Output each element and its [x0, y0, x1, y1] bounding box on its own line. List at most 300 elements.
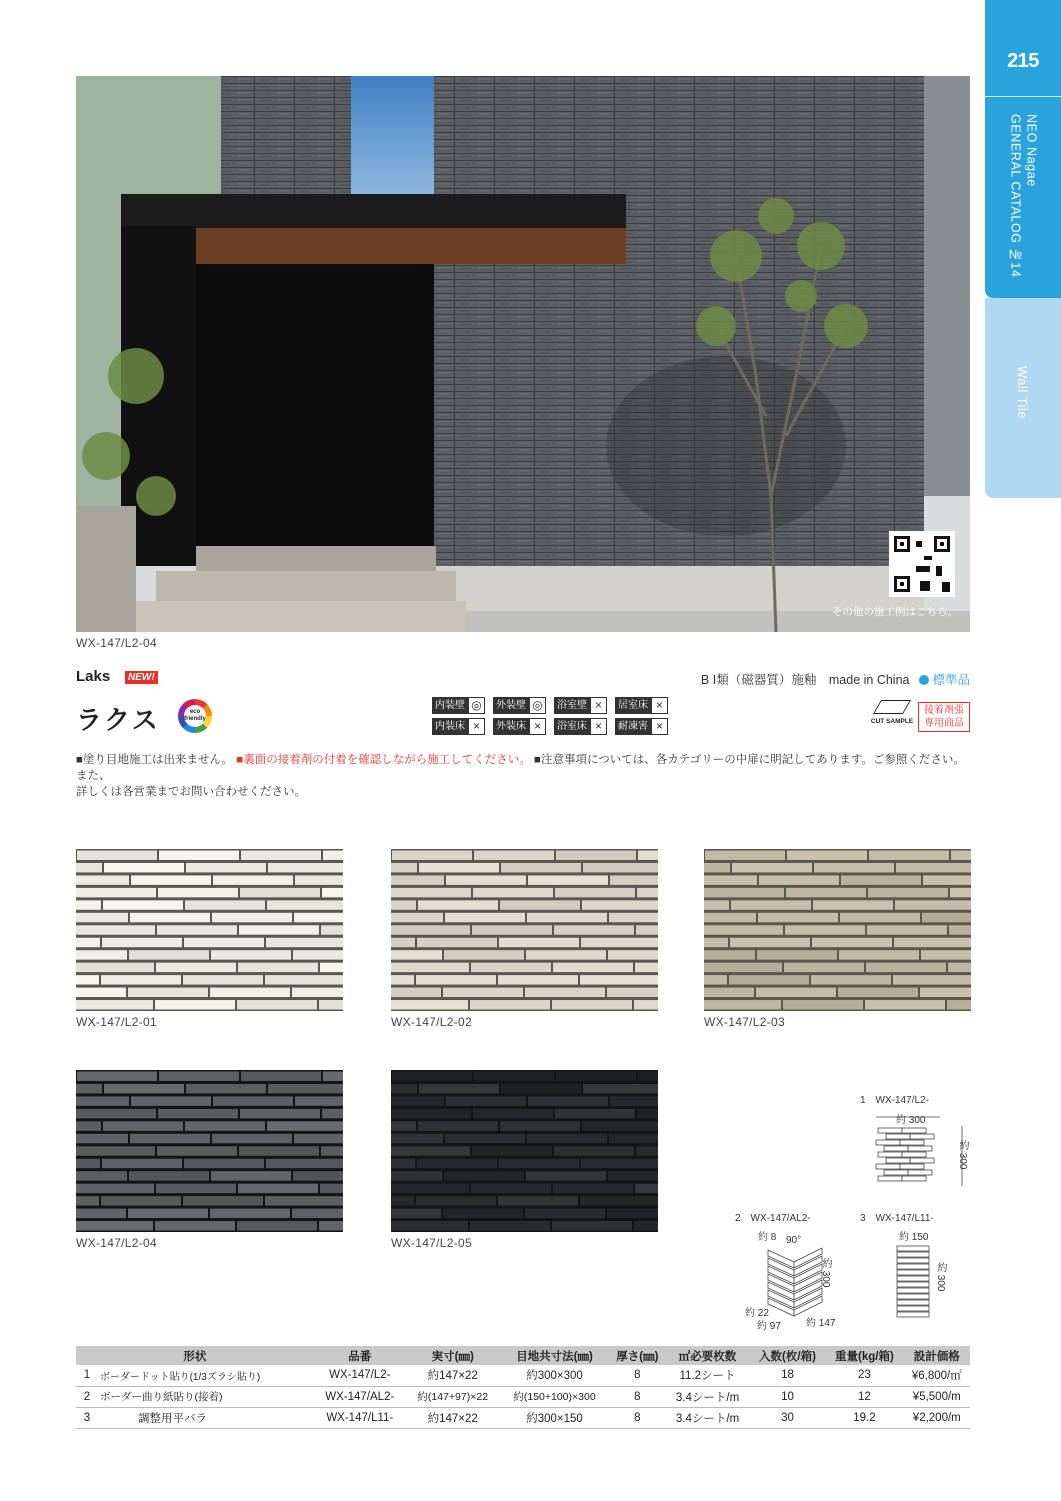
swatch-tile — [757, 950, 837, 959]
usage-item — [493, 697, 552, 714]
swatch-tile — [391, 1184, 469, 1193]
swatch-tile — [950, 888, 971, 897]
swatch-tile — [893, 975, 971, 984]
cut-sample-label: CUT SAMPLE — [870, 718, 914, 725]
usage-label: 内装壁 — [432, 697, 468, 714]
swatch-tile — [101, 975, 181, 984]
swatch-tile — [471, 963, 551, 972]
swatch-tile — [76, 950, 127, 959]
swatch-tile — [186, 863, 266, 872]
swatch-tile — [391, 1196, 414, 1205]
diagram-2-w1: 約 22 — [745, 1308, 769, 1319]
swatch-tile — [526, 1171, 606, 1180]
swatch-tile — [474, 851, 554, 860]
swatch-tile — [320, 963, 343, 972]
swatch-tile — [528, 1096, 608, 1105]
diagram-1-height: 約 300 — [957, 1140, 968, 1170]
swatch-tile — [128, 1209, 208, 1218]
swatch-caption: WX-147/L2-01 — [76, 1015, 157, 1029]
swatch-tile — [158, 888, 238, 897]
swatch-tile — [391, 1084, 417, 1093]
row-size: 約147×22 — [406, 1407, 500, 1428]
swatch-tile — [76, 1196, 99, 1205]
row-qty: 18 — [750, 1365, 826, 1386]
swatch-tile — [634, 1000, 658, 1009]
swatch-tile — [101, 1196, 181, 1205]
swatch-tile — [583, 1084, 658, 1093]
swatch-tile — [186, 1084, 266, 1093]
swatch-tile — [240, 888, 320, 897]
swatch-tile — [76, 1171, 127, 1180]
swatch-tile — [896, 863, 971, 872]
swatch-tile — [320, 1184, 343, 1193]
swatch-tile — [131, 875, 211, 884]
swatch-tile — [183, 1196, 263, 1205]
swatch-tile — [554, 1146, 634, 1155]
header-size: 実寸(㎜) — [406, 1346, 500, 1365]
adhesive-line-2: 専用商品 — [924, 718, 964, 729]
swatch-tile — [580, 1196, 658, 1205]
row-price: ¥6,800/㎡ — [904, 1365, 970, 1386]
swatch-tile — [704, 938, 728, 947]
swatch-tile — [472, 1146, 552, 1155]
swatch-tile — [76, 1096, 129, 1105]
swatch-tile — [417, 938, 497, 947]
row-weight: 23 — [825, 1365, 903, 1386]
swatch-tile — [416, 1196, 496, 1205]
swatch-tile — [184, 1159, 264, 1168]
swatch-tile — [157, 925, 237, 934]
standard-label: 標準品 — [932, 673, 970, 687]
note-3: ■注意事項については、各カテゴリーの中扉に明記してあります。ご参照ください。また、 — [76, 754, 965, 782]
swatch-tile — [921, 950, 971, 959]
swatch-tile — [552, 1221, 632, 1230]
swatch-tile — [704, 863, 730, 872]
swatch-tile — [498, 975, 578, 984]
swatch-tile — [581, 1159, 658, 1168]
usage-item — [432, 697, 491, 714]
row-shape: ボーダードット貼り(1/3ズラシ貼り) — [98, 1365, 314, 1386]
swatch-tile — [867, 925, 947, 934]
swatch-tile — [391, 1171, 442, 1180]
swatch-tile — [635, 1184, 658, 1193]
swatch-tile — [211, 950, 291, 959]
swatch-tile — [391, 950, 442, 959]
swatch-tile — [76, 888, 156, 897]
swatch-tile — [185, 1121, 265, 1130]
swatch-image[interactable] — [76, 1070, 343, 1232]
swatch-image[interactable] — [391, 1070, 658, 1232]
swatch-tile — [266, 1159, 343, 1168]
swatch-tile — [840, 913, 920, 922]
diagram-2-w2: 約 97 — [757, 1321, 781, 1332]
swatch-tile — [391, 1121, 416, 1130]
swatch-tile — [391, 975, 414, 984]
swatch-tile — [391, 1096, 444, 1105]
row-thickness: 8 — [609, 1407, 665, 1428]
swatch-tile — [758, 913, 838, 922]
swatch-tile — [637, 888, 658, 897]
table-row — [76, 1365, 970, 1386]
header-joint: 目地共寸法(㎜) — [500, 1346, 610, 1365]
swatch-tile — [213, 875, 293, 884]
swatch-tile — [238, 963, 318, 972]
page-number: 215 — [1007, 50, 1039, 72]
swatch-tile — [391, 988, 441, 997]
swatch-tile — [446, 875, 526, 884]
swatch-tile — [130, 913, 210, 922]
swatch-tile — [213, 1096, 293, 1105]
swatch-tile — [525, 1209, 605, 1218]
swatch-tile — [292, 1209, 343, 1218]
swatch-tile — [704, 1000, 781, 1009]
swatch-tile — [443, 988, 523, 997]
usage-label: 内装床 — [432, 718, 468, 735]
swatch-tile — [704, 988, 754, 997]
swatch-tile — [416, 975, 496, 984]
swatch-tile — [267, 900, 343, 909]
swatch-tile — [76, 1221, 153, 1230]
swatch-tile — [500, 900, 580, 909]
usage-item — [615, 697, 674, 714]
cut-sample-icon — [870, 700, 914, 725]
swatch-tile — [705, 851, 785, 860]
swatch-tile — [237, 1221, 317, 1230]
swatch-tile — [607, 988, 658, 997]
swatch-tile — [607, 1209, 658, 1218]
row-number: 2 — [76, 1386, 98, 1407]
swatch-tile — [76, 1121, 101, 1130]
usage-mark: ◎ — [529, 697, 546, 714]
note-4: 詳しくは各営業までお問い合わせください。 — [76, 786, 306, 798]
swatch-tile — [553, 1184, 633, 1193]
swatch-tile — [636, 925, 658, 934]
header-qty: 入数(枚/箱) — [750, 1346, 826, 1365]
row-weight: 19.2 — [825, 1407, 903, 1428]
qr-caption: その他の施工例はこちら。 — [832, 606, 958, 618]
swatch-tile — [866, 963, 946, 972]
swatch-tile — [894, 938, 971, 947]
swatch-tile — [499, 938, 579, 947]
swatch-tile — [499, 1159, 579, 1168]
swatch-tile — [76, 913, 128, 922]
swatch-tile — [556, 851, 636, 860]
swatch-tile — [636, 1146, 658, 1155]
swatch-tile — [841, 875, 921, 884]
swatch-tile — [76, 863, 102, 872]
spec-text: B Ⅰ類（磁器質）施釉 made in China — [700, 673, 910, 687]
swatch-tile — [580, 975, 658, 984]
swatch-tile — [391, 888, 471, 897]
swatch-tile — [323, 851, 343, 860]
diagram-3-label: 3 WX-147/L11- — [860, 1213, 934, 1224]
swatch-caption: WX-147/L2-03 — [704, 1015, 785, 1029]
section-tab[interactable] — [985, 298, 1061, 498]
swatch-tile — [319, 1221, 343, 1230]
hero-caption: WX-147/L2-04 — [76, 636, 157, 650]
swatch-tile — [76, 938, 100, 947]
swatch-tile — [76, 1084, 102, 1093]
usage-label: 居室床 — [615, 697, 651, 714]
header-shape: 形状 — [76, 1346, 314, 1365]
table-row — [76, 1407, 970, 1428]
row-qty: 30 — [750, 1407, 826, 1428]
eco-friendly-icon — [178, 699, 212, 733]
header-thickness: 厚さ(㎜) — [609, 1346, 665, 1365]
swatch-tile — [470, 1000, 550, 1009]
swatch-caption: WX-147/L2-05 — [391, 1236, 472, 1250]
swatch-tile — [76, 1146, 155, 1155]
diagram-2-top: 約 8 — [758, 1232, 777, 1243]
swatch-tile — [444, 1171, 524, 1180]
product-name-en: Laks — [76, 668, 111, 685]
swatch-tile — [76, 1134, 128, 1143]
swatch-tile — [322, 1109, 343, 1118]
swatch-tile — [637, 1109, 658, 1118]
usage-mark: × — [529, 718, 546, 735]
swatch-image[interactable] — [704, 849, 971, 1011]
swatch-tile — [948, 963, 971, 972]
catalog-tab — [985, 0, 1061, 298]
row-joint: 約300×300 — [500, 1365, 610, 1386]
swatch-tile — [865, 1000, 945, 1009]
product-spec — [701, 670, 970, 688]
row-number: 3 — [76, 1407, 98, 1428]
swatch-tile — [77, 851, 157, 860]
swatch-tile — [704, 975, 727, 984]
swatch-tile — [638, 1072, 658, 1081]
note-2: ■裏面の接着剤の付着を確認しながら施工してください。 — [236, 754, 531, 766]
swatch-tile — [704, 925, 783, 934]
swatch-tile — [157, 1146, 237, 1155]
swatch-tile — [391, 913, 443, 922]
catalog-edition: GENERAL CATALOG №14 — [1008, 114, 1023, 278]
swatch-tile — [391, 963, 469, 972]
diagram-2-height: 約 300 — [820, 1258, 831, 1288]
swatch-tile — [265, 975, 343, 984]
swatch-tile — [638, 851, 658, 860]
swatch-tile — [526, 950, 606, 959]
usage-item — [615, 718, 674, 735]
swatch-tile — [555, 888, 635, 897]
swatch-tile — [610, 875, 658, 884]
swatch-tile — [319, 1000, 343, 1009]
swatch-tile — [470, 1221, 550, 1230]
swatch-tile — [525, 988, 605, 997]
row-per-m2: 3.4シート/m — [665, 1386, 749, 1407]
row-thickness: 8 — [609, 1386, 665, 1407]
header-price: 設計価格 — [904, 1346, 970, 1365]
swatch-tile — [241, 1072, 321, 1081]
diagram-3-width: 約 150 — [899, 1232, 929, 1243]
swatch-tile — [295, 875, 343, 884]
usage-mark: × — [651, 718, 668, 735]
usage-item — [554, 697, 613, 714]
swatch-tile — [391, 925, 470, 934]
swatch-tile — [419, 1084, 499, 1093]
tab-divider — [985, 96, 1061, 97]
swatch-tile — [581, 938, 658, 947]
swatch-tile — [293, 950, 343, 959]
swatch-tile — [129, 950, 209, 959]
row-joint: 約(150+100)×300 — [500, 1386, 610, 1407]
swatch-tile — [811, 975, 891, 984]
usage-item — [432, 718, 491, 735]
usage-mark: × — [590, 718, 607, 735]
usage-label: 浴室壁 — [554, 697, 590, 714]
swatch-tile — [159, 1072, 239, 1081]
usage-label: 耐凍害 — [615, 718, 651, 735]
swatch-tile — [104, 1084, 184, 1093]
swatch-tile — [498, 1196, 578, 1205]
swatch-tile — [784, 963, 864, 972]
diagram-3-height: 約 300 — [935, 1262, 946, 1292]
swatch-tile — [76, 963, 154, 972]
swatch-tile — [756, 988, 836, 997]
swatch-tile — [210, 988, 290, 997]
swatch-image[interactable] — [76, 849, 343, 1011]
swatch-tile — [731, 900, 811, 909]
swatch-tile — [77, 1072, 157, 1081]
swatch-tile — [104, 863, 184, 872]
swatch-tile — [445, 1134, 525, 1143]
usage-mark: × — [651, 697, 668, 714]
swatch-tile — [238, 1184, 318, 1193]
swatch-tile — [812, 938, 892, 947]
swatch-tile — [103, 900, 183, 909]
row-qty: 10 — [750, 1386, 826, 1407]
header-per-m2: ㎡必要枚数 — [665, 1346, 749, 1365]
swatch-tile — [608, 1171, 658, 1180]
swatch-tile — [239, 1146, 319, 1155]
row-number: 1 — [76, 1365, 98, 1386]
header-code: 品番 — [314, 1346, 406, 1365]
swatch-tile — [839, 950, 919, 959]
swatch-tile — [471, 1184, 551, 1193]
swatch-tile — [159, 851, 239, 860]
swatch-tile — [473, 888, 553, 897]
swatch-tile — [184, 938, 264, 947]
adhesive-badge — [918, 702, 970, 732]
standard-dot-icon — [919, 675, 929, 685]
swatch-tile — [949, 925, 971, 934]
section-label: Wall Tile — [1015, 366, 1030, 420]
swatch-tile — [392, 1072, 472, 1081]
diagram-2-angle: 90° — [786, 1235, 802, 1246]
swatch-tile — [417, 1159, 497, 1168]
catalog-name: NEO Nagae — [1024, 114, 1039, 187]
swatch-tile — [241, 851, 321, 860]
swatch-tile — [239, 925, 319, 934]
header-weight: 重量(kg/箱) — [825, 1346, 903, 1365]
swatch-tile — [922, 913, 971, 922]
row-thickness: 8 — [609, 1365, 665, 1386]
usage-mark: × — [468, 718, 485, 735]
swatch-tile — [76, 875, 129, 884]
row-code: WX-147/L11- — [314, 1407, 406, 1428]
row-weight: 12 — [825, 1386, 903, 1407]
swatch-tile — [418, 900, 498, 909]
swatch-tile — [635, 963, 658, 972]
swatch-tile — [704, 875, 757, 884]
swatch-tile — [527, 913, 607, 922]
swatch-tile — [323, 1072, 343, 1081]
swatch-tile — [868, 888, 948, 897]
row-size: 約147×22 — [406, 1365, 500, 1386]
swatch-tile — [391, 900, 416, 909]
swatch-tile — [183, 975, 263, 984]
swatch-tile — [500, 1121, 580, 1130]
swatch-tile — [814, 863, 894, 872]
swatch-tile — [472, 925, 552, 934]
table-row — [76, 1386, 970, 1407]
product-name-jp: ラクス — [76, 705, 160, 735]
swatch-tile — [295, 1096, 343, 1105]
swatch-tile — [920, 988, 971, 997]
row-per-m2: 3.4シート/m — [665, 1407, 749, 1428]
swatch-tile — [76, 1159, 100, 1168]
swatch-tile — [474, 1072, 554, 1081]
swatch-tile — [609, 1134, 658, 1143]
swatch-tile — [869, 851, 949, 860]
swatch-image[interactable] — [391, 849, 658, 1011]
swatch-tile — [210, 1209, 290, 1218]
swatch-tile — [76, 988, 126, 997]
swatch-tile — [237, 1000, 317, 1009]
swatch-tile — [76, 900, 101, 909]
swatch-tile — [527, 1134, 607, 1143]
row-size: 約(147+97)×22 — [406, 1386, 500, 1407]
swatch-tile — [76, 1109, 156, 1118]
swatch-tile — [212, 913, 292, 922]
swatch-tile — [729, 975, 809, 984]
swatch-tile — [787, 851, 867, 860]
row-code: WX-147/AL2- — [314, 1386, 406, 1407]
swatch-tile — [555, 1109, 635, 1118]
swatch-tile — [156, 1184, 236, 1193]
swatch-tile — [128, 988, 208, 997]
swatch-tile — [321, 1146, 343, 1155]
swatch-tile — [76, 975, 99, 984]
swatch-tile — [268, 1084, 343, 1093]
swatch-tile — [786, 888, 866, 897]
swatch-tile — [445, 913, 525, 922]
swatch-tile — [501, 863, 581, 872]
swatch-tile — [552, 1000, 632, 1009]
swatch-tile — [556, 1072, 636, 1081]
swatch-tile — [391, 1159, 415, 1168]
usage-mark: ◎ — [468, 697, 485, 714]
swatch-tile — [391, 1221, 468, 1230]
swatch-tile — [76, 925, 155, 934]
swatch-tile — [103, 1121, 183, 1130]
swatch-tile — [102, 938, 182, 947]
swatch-tile — [553, 963, 633, 972]
swatch-tile — [156, 963, 236, 972]
swatch-tile — [838, 988, 918, 997]
diagram-2-label: 2 WX-147/AL2- — [735, 1213, 811, 1224]
swatch-tile — [473, 1109, 553, 1118]
swatch-tile — [294, 913, 343, 922]
swatch-tile — [322, 888, 343, 897]
swatch-tile — [444, 950, 524, 959]
swatch-tile — [240, 1109, 320, 1118]
swatch-tile — [268, 863, 343, 872]
swatch-caption: WX-147/L2-02 — [391, 1015, 472, 1029]
swatch-tile — [155, 1221, 235, 1230]
diagram-1-label: 1 WX-147/L2- — [860, 1095, 929, 1106]
note-1: ■塗り目地施工は出来ません。 — [76, 754, 234, 766]
